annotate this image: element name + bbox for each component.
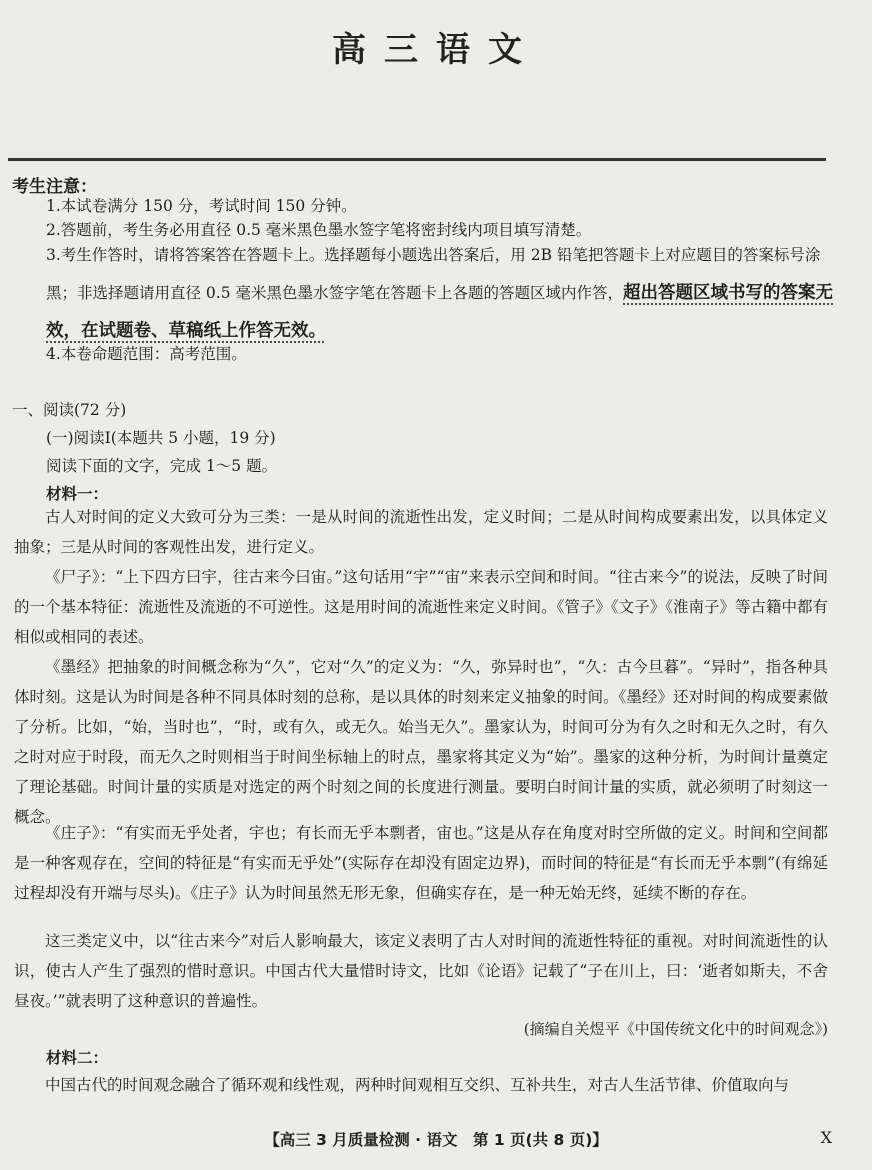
header-divider	[8, 158, 826, 161]
page-footer: 【高三 3 月质量检测 · 语文 第 1 页(共 8 页)】	[264, 1131, 608, 1149]
material1-label: 材料一：	[46, 485, 109, 503]
notice-item-3	[46, 236, 836, 350]
paragraph-4: 《庄子》：“有实而无乎处者，宇也；有长而无乎本剽者，宙也。”这是从存在角度对时空所做的定义。时间和空间都是一种客观存在，空间的特征是“有实而无乎处”(实际存在却没有固定边界)，而时间的特征是“有长而无乎本剽”(有绵延过程却没有开端与尽头)。《庄子》认为时间虽然无形无象，但确实存在，是一种无始无终，延续不断的存在。	[14, 824, 828, 902]
paragraph-3: 《墨经》把抽象的时间概念称为“久”，它对“久”的定义为：“久，弥异时也”，“久：古今旦暮”。“异时”，指各种具体时刻。这是认为时间是各种不同具体时刻的总称，是以具体的时刻来定义抽象的时间。《墨经》还对时间的构成要素做了分析。比如，“始，当时也”，“时，或有久，或无久。始当无久”。墨家认为，时间可分为有久之时和无久之时，有久之时对应于时段，而无久之时则相当于时间坐标轴上的时点，墨家将其定义为“始”。墨家的这种分析，为时间计量奠定了理论基础。时间计量的实质是对选定的两个时刻之间的长度进行测量。要明白时间计量的实质，就必须明了时刻这一概念。	[14, 658, 828, 826]
paragraph-5: 这三类定义中，以“往古来今”对后人影响最大，该定义表明了古人对时间的流逝性特征的重视。对时间流逝性的认识，使古人产生了强烈的惜时意识。中国古代大量惜时诗文，比如《论语》记载了“子在川上，曰：‘逝者如斯夫，不舍昼夜。’”就表明了这种意识的普遍性。	[14, 932, 828, 1010]
section-heading: 一、阅读(72 分)	[12, 401, 127, 419]
notice-item-4: 4.本卷命题范围：高考范围。	[46, 345, 247, 363]
page-title: 高三语文	[332, 30, 540, 70]
bleed-through-text	[20, 4, 850, 20]
notice-item-1: 1.本试卷满分 150 分，考试时间 150 分钟。	[46, 197, 357, 215]
section-subheading: (一)阅读Ⅰ(本题共 5 小题，19 分)	[46, 429, 276, 447]
notice-emphasis: 超出答题区域书写的答案无效，在试题卷、草稿纸上作答无效。	[46, 283, 834, 341]
section-instruction: 阅读下面的文字，完成 1～5 题。	[46, 457, 278, 475]
notice-item-2: 2.答题前，考生务必用直径 0.5 毫米黑色墨水签字笔将密封线内项目填写清楚。	[46, 221, 592, 239]
notice-item-3-text: 3.考生作答时，请将答案答在答题卡上。选择题每小题选出答案后，用 2B 铅笔把答题卡上对应题目的答案标号涂黑；非选择题请用直径 0.5 毫米黑色墨水签字笔在答题卡上各题的答题区域内作答，	[46, 246, 821, 302]
paragraph-2: 《尸子》：“上下四方曰宇，往古来今曰宙。”这句话用“宇”“宙”来表示空间和时间。“往古来今”的说法，反映了时间的一个基本特征：流逝性及流逝的不可逆性。这是用时间的流逝性来定义时间。《管子》《文子》《淮南子》等古籍中都有相似或相同的表述。	[14, 568, 828, 646]
source-citation: (摘编自关煜平《中国传统文化中的时间观念》)	[523, 1020, 828, 1038]
paragraph-1: 古人对时间的定义大致可分为三类：一是从时间的流逝性出发，定义时间；二是从时间构成要素出发，以具体定义抽象；三是从时间的客观性出发，进行定义。	[14, 508, 828, 556]
footer-mark: X	[820, 1128, 832, 1147]
material2-text: 中国古代的时间观念融合了循环观和线性观，两种时间观相互交织、互补共生，对古人生活节律、价值取向与	[45, 1076, 790, 1094]
material2-label: 材料二：	[46, 1049, 109, 1067]
notice-heading: 考生注意：	[12, 177, 97, 197]
